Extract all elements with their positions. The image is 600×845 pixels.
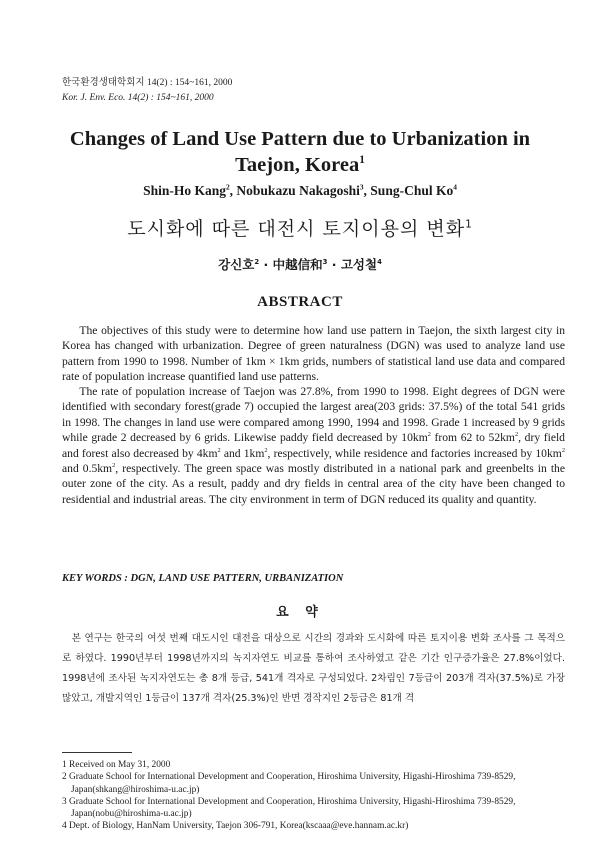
- korean-author-3-mark: 4: [377, 257, 382, 266]
- square-unit-mark: 2: [112, 462, 116, 470]
- korean-author-1-mark: 2: [254, 257, 260, 266]
- author-separator: ,: [363, 183, 371, 198]
- korean-summary-heading: 요 약: [276, 605, 324, 620]
- square-unit-mark: 2: [217, 446, 221, 454]
- journal-citation: [62, 76, 232, 106]
- abstract-paragraph-2: [62, 384, 565, 507]
- korean-author-1: 강신호: [218, 257, 255, 272]
- square-unit-mark: 2: [561, 446, 565, 454]
- korean-author-separator: ·: [259, 257, 273, 272]
- keywords: KEY WORDS : DGN, LAND USE PATTERN, URBANIZATION: [62, 573, 344, 584]
- author-2-mark: 3: [359, 182, 364, 192]
- korean-author-2-mark: 3: [322, 257, 328, 266]
- author-separator: ,: [229, 183, 237, 198]
- abstract-paragraph-1-text: The objectives of this study were to determine how land use pattern in Taejon, the sixth largest city in Korea has changed with urbanization. Degree of green naturalness (DGN) was used to analyze land use pattern from 1990 to 1998. Number of 1km × 1km grids, numbers of statistical land use data and compared rate of population increase quantified land use patterns.: [62, 324, 565, 384]
- korean-summary-text: 본 연구는 한국의 여섯 번째 대도시인 대전을 대상으로 시간의 경과와 도시화에 따른 토지이용 변화 조사를 그 목적으로 하였다. 1990년부터 1998년까지의 녹지자연도 비교를 통하여 조사하였고 같은 기간 인구증가율은 27.8%이었다. 1998년에 조사된 녹지자연도는 총 8개 등급, 541개 격자로 구성되었다. 2차림인 7등급이 203개 격자(37.5%)로 가장 많았고, 개발지역인 1등급이 137개 격자(25.3%)인 반면 경작지인 2등급은 81개 격: [62, 633, 565, 704]
- author-3: Sung-Chul Ko: [370, 183, 454, 198]
- footnote-2: 2 Graduate School for International Development and Cooperation, Hiroshima University, Higashi-Hiroshima 739-8529, Japan(shkang@hiroshima-u.ac.jp): [62, 772, 516, 795]
- footnote-4: 4 Dept. of Biology, HanNam University, Taejon 306-791, Korea(kscaaa@eve.hannam.ac.kr): [62, 821, 409, 832]
- abstract-text: and 1km: [220, 446, 265, 460]
- korean-title-mark: 1: [465, 218, 473, 231]
- korean-author-2: 中越信和: [272, 257, 323, 272]
- footnote-1: 1 Received on May 31, 2000: [62, 760, 171, 770]
- journal-citation-english: Kor. J. Env. Eco. 14(2) : 154~161, 2000: [62, 93, 214, 103]
- korean-title-text: 도시화에 따른 대전시 토지이용의 변화: [127, 218, 466, 240]
- abstract-text: , respectively, while residence and factories increased by 10km: [267, 446, 562, 460]
- abstract-text: The rate of population increase of Taejon was 27.8%, from 1990 to 1998. Eight degrees of DGN were identified with secondary forest(grade 7) occupied the largest area(203 grids: 37.5%) of the total 541 grids in 1998. The changes in land use were compared among 1990, 1994 and 1998. Grade 1 increased by 9 grids while grade 2 decreased by 6 grids. Likewise paddy field decreased by 10km: [62, 385, 565, 445]
- footnotes: [62, 759, 567, 833]
- korean-summary-body: [62, 629, 565, 709]
- author-1-mark: 2: [225, 182, 230, 192]
- abstract-text: and 0.5km: [62, 462, 113, 476]
- author-3-mark: 4: [453, 182, 457, 192]
- footnote-divider: [62, 752, 132, 753]
- square-unit-mark: 2: [264, 446, 268, 454]
- paper-title-footnote-mark: 1: [359, 154, 365, 167]
- author-list: [40, 183, 560, 199]
- korean-title: [40, 214, 560, 241]
- square-unit-mark: 2: [514, 431, 519, 439]
- paper-title-text: Changes of Land Use Pattern due to Urbanization in Taejon, Korea: [69, 128, 531, 176]
- korean-author-3: 고성철: [340, 257, 378, 272]
- footnote-3: 3 Graduate School for International Development and Cooperation, Hiroshima University, Higashi-Hiroshima 739-8529, Japan(nobu@hiroshima-u.ac.jp): [62, 796, 516, 820]
- paper-title: [40, 126, 560, 178]
- abstract-paragraph-1: [62, 323, 565, 385]
- journal-citation-korean: 한국환경생태학회지 14(2) : 154~161, 2000: [62, 78, 233, 88]
- abstract-heading: ABSTRACT: [257, 294, 343, 310]
- author-1: Shin-Ho Kang: [143, 183, 226, 198]
- abstract-text: , dry field and forest also decreased by 4km: [62, 431, 565, 460]
- abstract-text: from 62 to 52km: [430, 431, 515, 445]
- square-unit-mark: 2: [427, 431, 431, 439]
- korean-author-list: [40, 255, 560, 273]
- abstract-text: , respectively. The green space was mostly distributed in a national park and greenbelts in the outer zone of the city. As a result, paddy and dry fields in central area of the city have been changed to residential and industrial areas. The city environment in term of DGN reduced its quality and quantity.: [62, 462, 566, 506]
- korean-author-separator: ·: [327, 257, 341, 272]
- author-2: Nobukazu Nakagoshi: [236, 183, 360, 198]
